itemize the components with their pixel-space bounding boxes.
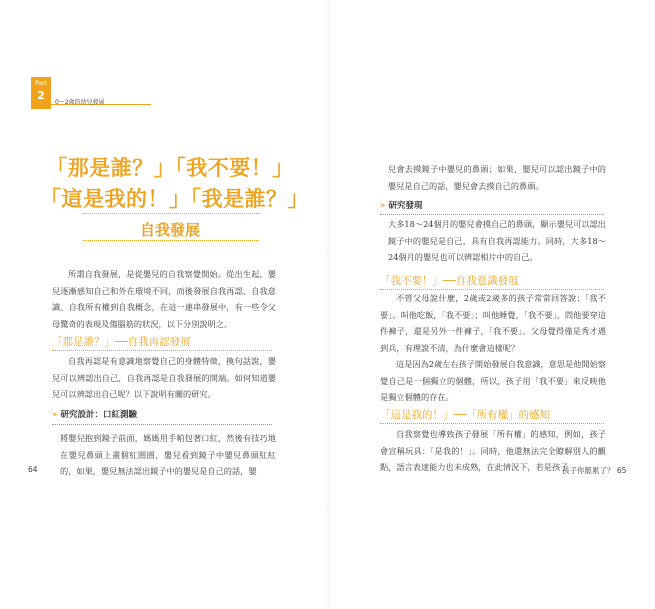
chevron-right-icon: »	[380, 201, 386, 211]
section3-paragraph: 自我察覺也導致孩子發展「所有權」的感知，例如，孩子會宣稱玩具：「是我的！」。同時，他還無法完全瞭解別人的觀點，語言表達能力也未成熟，在此情況下，若是孩子	[380, 429, 606, 473]
section2-paragraph-1: 不管父母說什麼，2歲或2歲多的孩子常常回答說：「我不要」。叫他吃飯，「我不要」；叫他睡覺，「我不要」，問他要穿這件褲子，還是另外一件褲子，「我不要」。父母覺得僅是秀才遇到兵，有理說不清，為什麼會這樣呢？	[380, 293, 606, 353]
part-label: Part	[35, 80, 47, 87]
title-dotted-rule-bottom	[83, 240, 259, 241]
section2-paragraph-2: 這是因為2歲左右孩子開始發展自我意識，意思是他開始察覺自己是一個獨立的個體，所以，孩子用「我不要」來反映他是獨立個體的存在。	[380, 359, 606, 403]
page-title-line-1: 「那是誰？」「我不要！」	[46, 155, 294, 180]
research-design-heading	[52, 408, 137, 420]
section-heading-ownership: 「這是我的！」──「所有權」的感知	[380, 409, 551, 421]
page-title-line-2: 「這是我的！」「我是誰？」	[40, 186, 309, 211]
section-heading-self-awareness: 「我不要！」──自我意識發展	[380, 275, 519, 287]
research-design-label: 研究設計：口紅測驗	[60, 410, 138, 420]
page-gutter	[326, 0, 330, 609]
page-number-left: 64	[28, 465, 38, 474]
research-rule	[380, 214, 604, 215]
continued-paragraph: 兒會去摸鏡子中嬰兒的鼻頭；如果，嬰兒可以認出鏡子中的嬰兒是自己的話，嬰兒會去摸自己的鼻頭。	[388, 164, 606, 191]
section-rule	[380, 423, 604, 424]
section-heading-self-recognition: 「那是誰？」──自我再認發展	[52, 336, 191, 348]
section-rule	[52, 350, 272, 351]
part-number: 2	[37, 89, 45, 102]
research-rule	[52, 424, 272, 425]
section1-paragraph: 自我再認是有意識地察覺自己的身體特徵，換句話說，嬰兒可以辨認出自己，自我再認是自我發展的開端。如何知道嬰兒可以辨認出自己呢？以下說明有關的研究。	[52, 356, 276, 400]
title-dotted-rule-top	[83, 213, 259, 214]
research-design-paragraph: 將嬰兒抱到鏡子前面，媽媽用手帕包著口紅，然後有技巧地在嬰兒鼻頭上畫個紅圈圈，嬰兒看到鏡子中嬰兒鼻頭紅紅的，如果，嬰兒無法認出鏡子中的嬰兒是自己的話，嬰	[60, 433, 276, 477]
research-findings-heading	[380, 199, 423, 211]
chevron-right-icon: »	[52, 410, 58, 420]
chapter-label: 0～2歲的幼兒發展	[55, 99, 105, 106]
intro-paragraph: 所謂自我發展，是從嬰兒的自我察覺開始。從出生起，嬰兒逐漸感知自己和外在環境不同，而後發展自我再認、自我意識、自我所有權到自我概念，在這一連串發展中，有一些令父母驚奇的表現及傷腦筋的狀況，以下分別說明之。	[52, 269, 276, 329]
research-findings-paragraph: 大多18～24個月的嬰兒會摸自己的鼻頭，顯示嬰兒可以認出鏡子中的嬰兒是自己，具有自我再認能力。同時，大多18～24個月的嬰兒也可以辨認相片中的自己。	[388, 219, 606, 263]
part-tab	[31, 77, 51, 109]
research-findings-label: 研究發現	[388, 201, 423, 211]
page-footer-right: 孩子你罷累了？ 65	[562, 466, 627, 475]
page-subtitle: 自我發展	[139, 221, 200, 239]
